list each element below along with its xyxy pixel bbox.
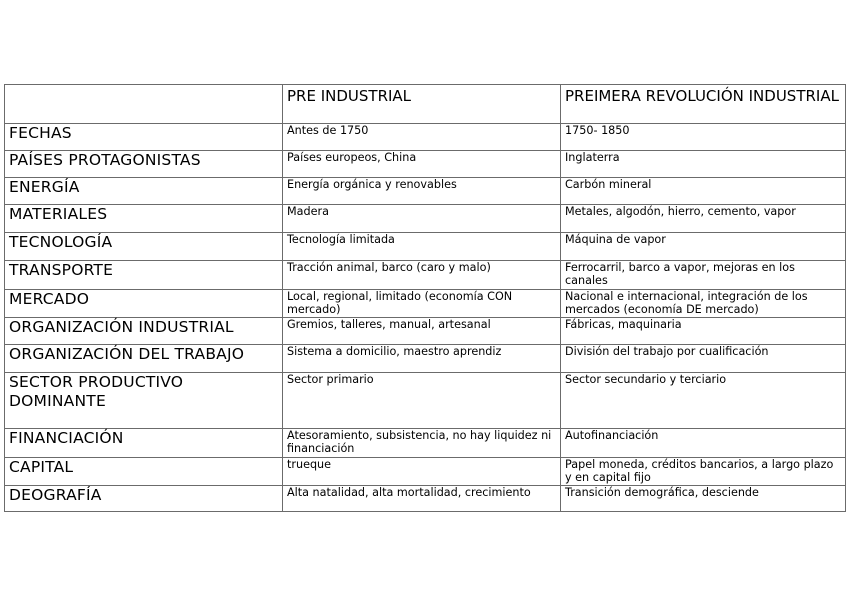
cell-revolucion: Autofinanciación [561,429,846,458]
row-label: FECHAS [5,124,283,151]
table-row [5,124,846,151]
row-label: MATERIALES [5,205,283,233]
row-label: ORGANIZACIÓN INDUSTRIAL [5,318,283,345]
cell-revolucion: Metales, algodón, hierro, cemento, vapor [561,205,846,233]
cell-pre-industrial: Local, regional, limitado (economía CON mercado) [283,290,561,318]
cell-revolucion: Fábricas, maquinaria [561,318,846,345]
table-row [5,233,846,261]
cell-pre-industrial: Gremios, talleres, manual, artesanal [283,318,561,345]
table-row [5,290,846,318]
header-empty-cell [5,85,283,124]
cell-revolucion: Inglaterra [561,151,846,178]
row-label: DEOGRAFÍA [5,486,283,512]
cell-pre-industrial: Madera [283,205,561,233]
row-label: TRANSPORTE [5,261,283,290]
table-row [5,458,846,486]
table-row [5,318,846,345]
cell-revolucion: Sector secundario y terciario [561,373,846,429]
cell-revolucion: Ferrocarril, barco a vapor, mejoras en los canales [561,261,846,290]
cell-revolucion: Máquina de vapor [561,233,846,261]
cell-pre-industrial: Atesoramiento, subsistencia, no hay liquidez ni financiación [283,429,561,458]
row-label: TECNOLOGÍA [5,233,283,261]
table-row [5,261,846,290]
cell-pre-industrial: Sistema a domicilio, maestro aprendiz [283,345,561,373]
cell-pre-industrial: Alta natalidad, alta mortalidad, crecimiento [283,486,561,512]
row-label: FINANCIACIÓN [5,429,283,458]
cell-revolucion: Carbón mineral [561,178,846,205]
header-primera-revolucion: PREIMERA REVOLUCIÓN INDUSTRIAL [561,85,846,124]
row-label: SECTOR PRODUCTIVO DOMINANTE [5,373,283,429]
cell-revolucion: Nacional e internacional, integración de los mercados (economía DE mercado) [561,290,846,318]
cell-revolucion: 1750- 1850 [561,124,846,151]
cell-pre-industrial: Sector primario [283,373,561,429]
cell-revolucion: Papel moneda, créditos bancarios, a largo plazo y en capital fijo [561,458,846,486]
table-row [5,486,846,512]
cell-pre-industrial: trueque [283,458,561,486]
row-label: ENERGÍA [5,178,283,205]
cell-pre-industrial: Energía orgánica y renovables [283,178,561,205]
cell-pre-industrial: Países europeos, China [283,151,561,178]
cell-pre-industrial: Antes de 1750 [283,124,561,151]
row-label: ORGANIZACIÓN DEL TRABAJO [5,345,283,373]
table-row [5,429,846,458]
comparison-table [4,84,846,512]
row-label: CAPITAL [5,458,283,486]
row-label: PAÍSES PROTAGONISTAS [5,151,283,178]
table-row [5,345,846,373]
cell-revolucion: Transición demográfica, desciende [561,486,846,512]
cell-revolucion: División del trabajo por cualificación [561,345,846,373]
header-pre-industrial: PRE INDUSTRIAL [283,85,561,124]
table-header-row [5,85,846,124]
table-row [5,178,846,205]
table-row [5,151,846,178]
cell-pre-industrial: Tecnología limitada [283,233,561,261]
table-row [5,373,846,429]
cell-pre-industrial: Tracción animal, barco (caro y malo) [283,261,561,290]
row-label: MERCADO [5,290,283,318]
table-row [5,205,846,233]
